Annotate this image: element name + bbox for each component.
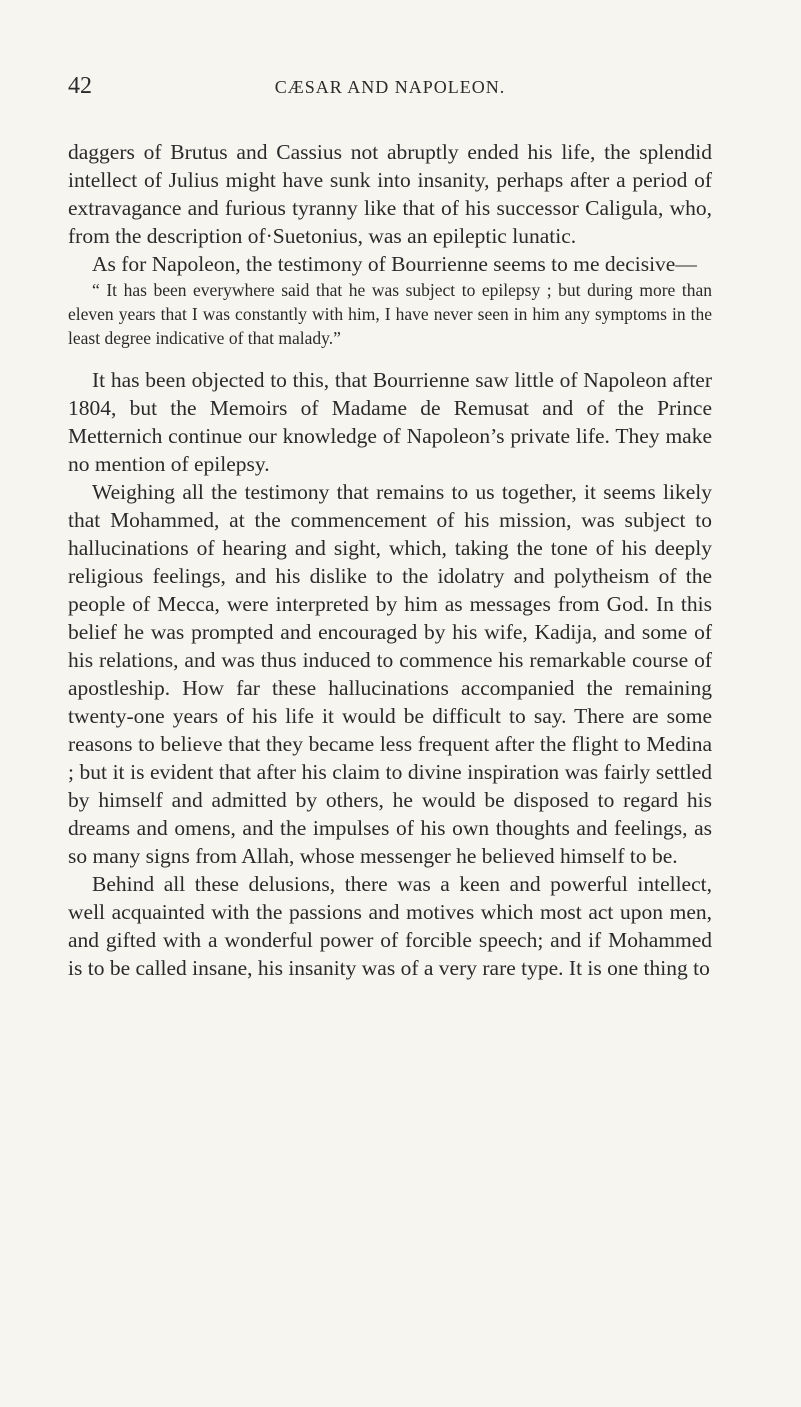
running-head [68,72,712,106]
paragraph-mohammed: Weighing all the testimony that remains to us together, it seems likely that Mohammed, at the commencement of his mission, was subject to hallucinations of hearing and sight, which, taking the tone of his deeply religious feelings, and his dislike to the idolatry and polytheism of the people of Mecca, were interpreted by him as messages from God. In this belief he was prompted and encouraged by his wife, Kadija, and some of his relations, and was thus induced to commence his remarkable course of apostleship. How far these hallucinations accompanied the remaining twenty-one years of his life it would be difficult to say. There are some reasons to believe that they became less frequent after the flight to Medina ; but it is evident that after his claim to divine inspiration was fairly settled by himself and admitted by others, he would be disposed to regard his dreams and omens, and the impulses of his own thoughts and feelings, as so many signs from Allah, whose messenger he believed himself to be. [68,480,712,868]
paragraph-continuation: daggers of Brutus and Cassius not abruptly ended his life, the splendid intellect of Julius might have sunk into insanity, perhaps after a period of extravagance and furious tyranny like that of his successor Caligula, who, from the description of·Suetonius, was an epileptic lunatic. [68,140,712,248]
paragraph-intellect: Behind all these delusions, there was a keen and powerful intellect, well acquainted with the passions and motives which most act upon men, and gifted with a wonderful power of forcible speech; and if Mohammed is to be called insane, his insanity was of a very rare type. It is one thing to [68,872,712,980]
paragraph-objection: It has been objected to this, that Bourrienne saw little of Napoleon after 1804, but the Memoirs of Madame de Remusat and of the Prince Metternich continue our knowledge of Napoleon’s private life. They make no mention of epilepsy. [68,368,712,476]
running-title: CÆSAR AND NAPOLEON. [274,77,506,97]
quotation-bourrienne: “ It has been everywhere said that he was subject to epilepsy ; but during more than eleven years that I was constantly with him, I have never seen in him any symptoms in the least degree indicative of that malady.” [68,280,712,348]
page-number: 42 [68,73,92,99]
body-text [68,138,712,982]
paragraph-napoleon-intro: As for Napoleon, the testimony of Bourrienne seems to me decisive— [92,252,697,276]
